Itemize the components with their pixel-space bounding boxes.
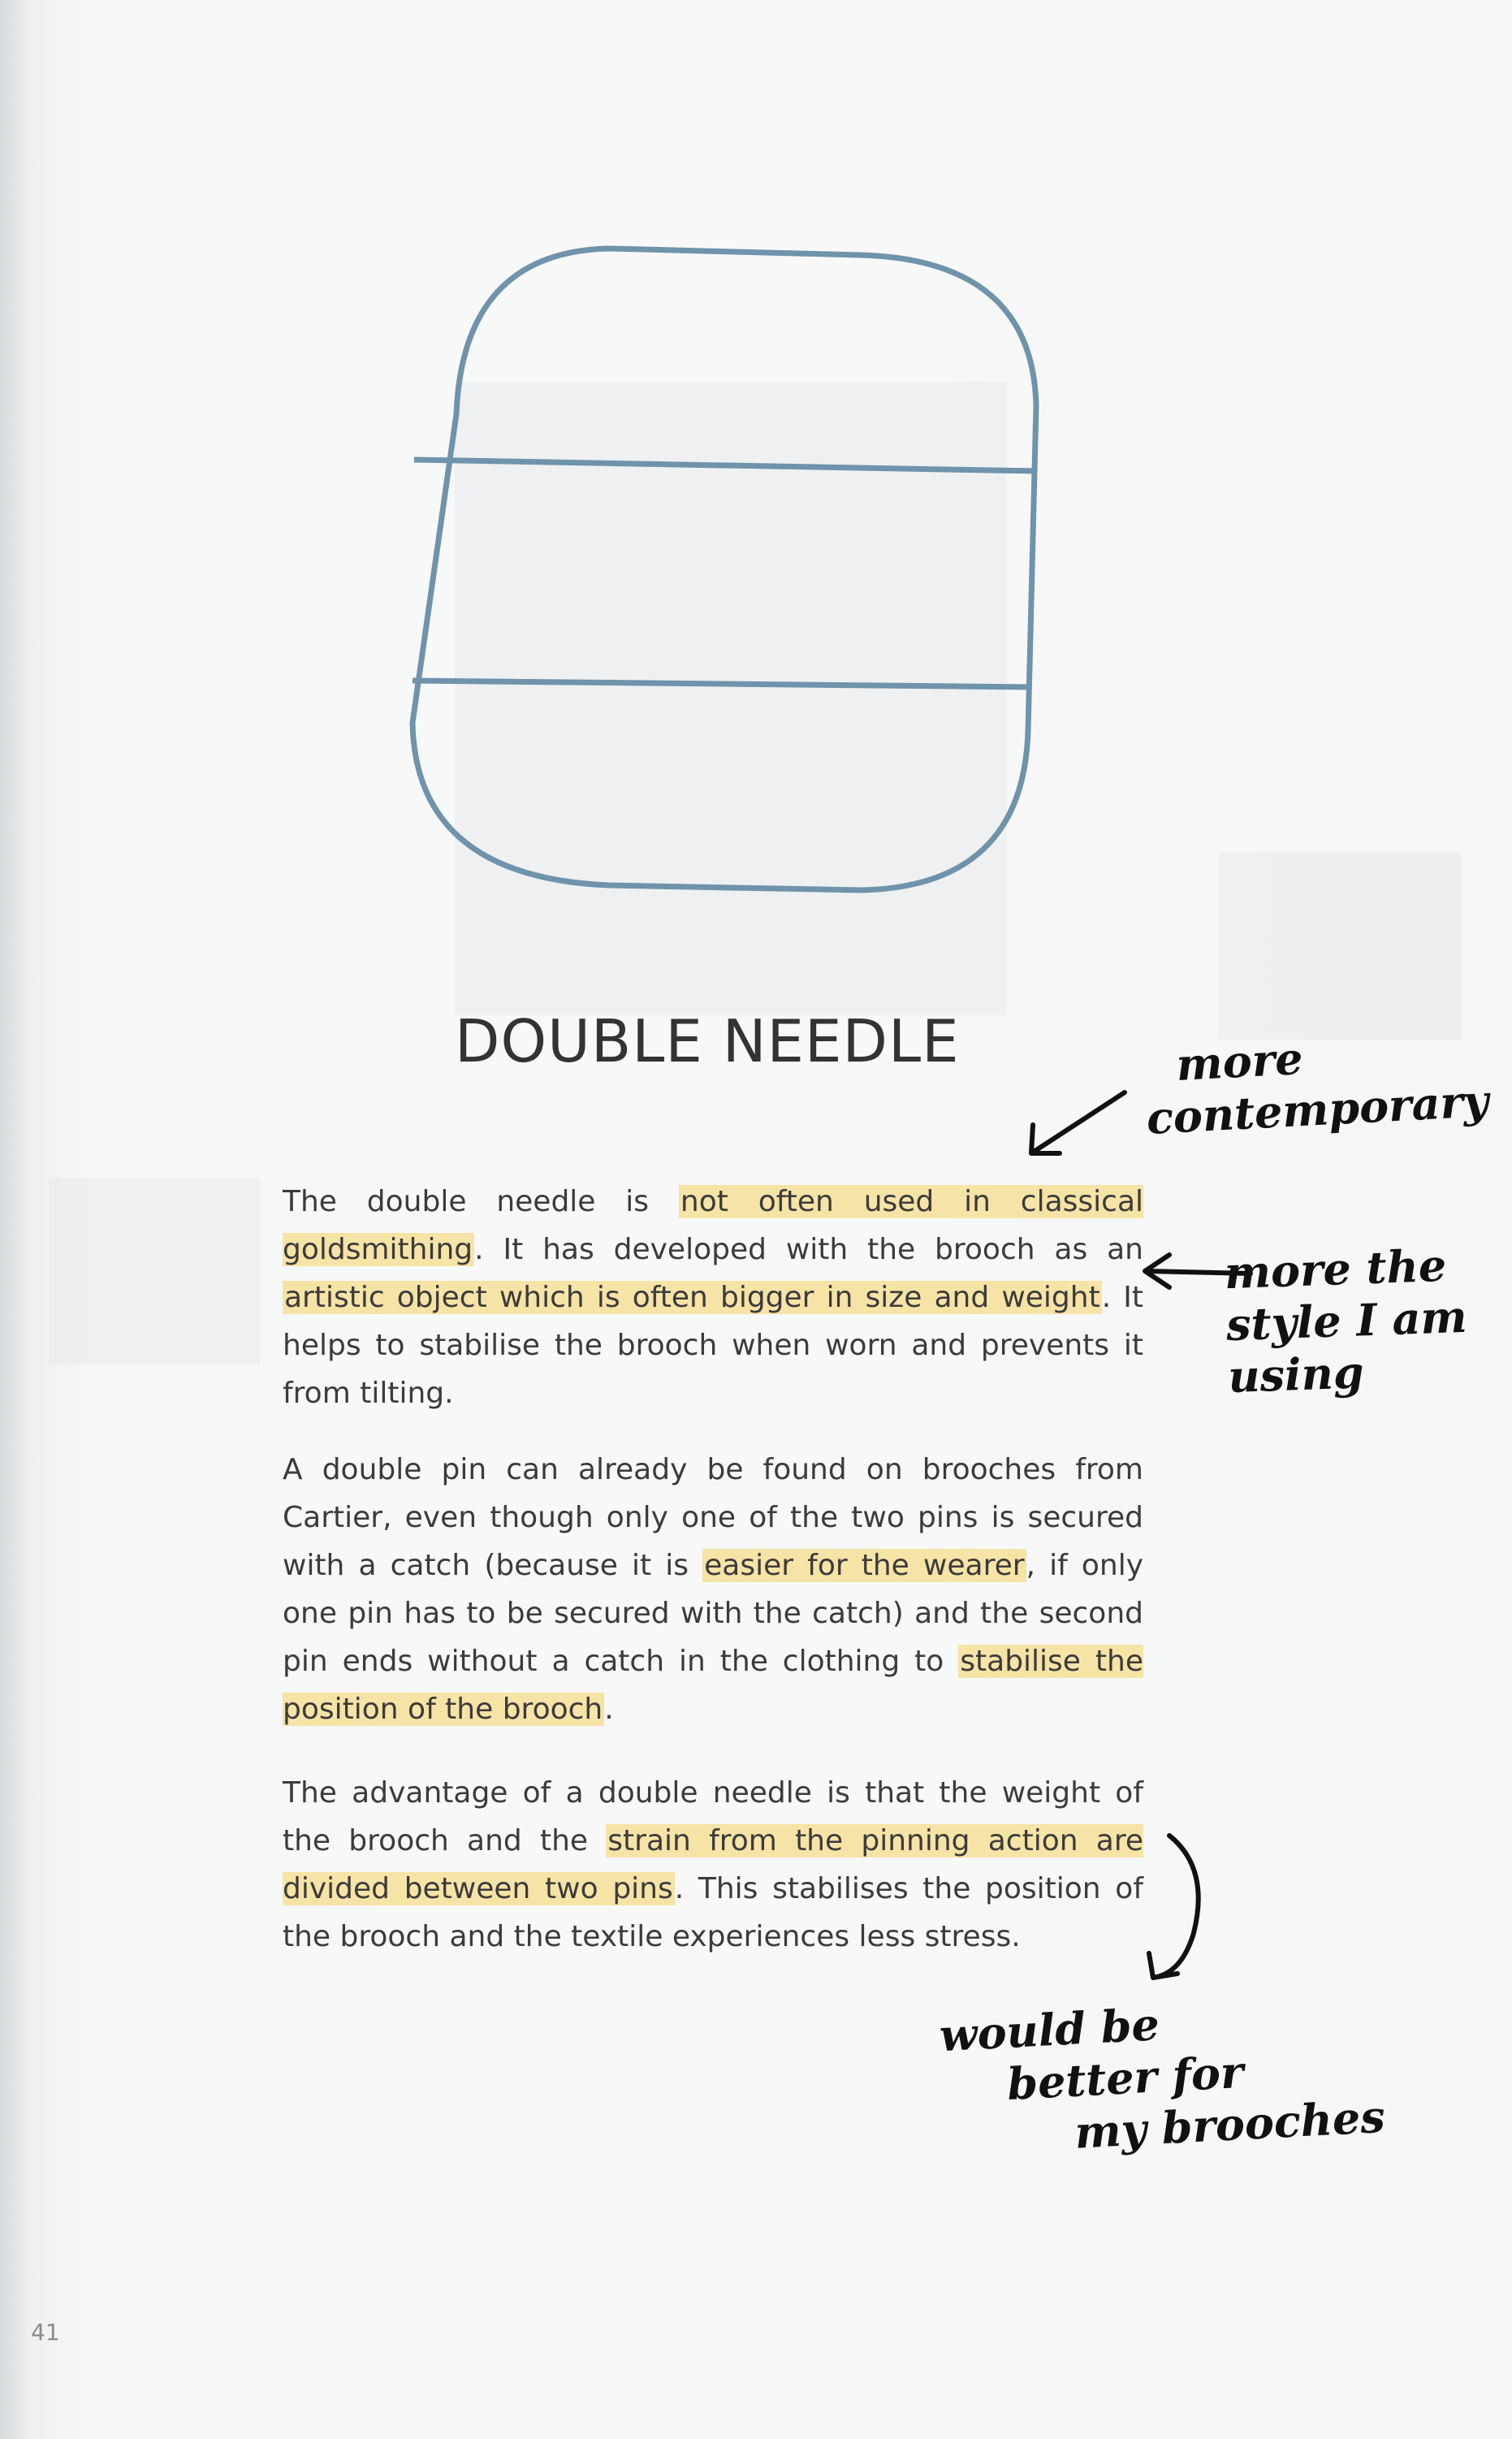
note-line: contemporary xyxy=(1145,1074,1490,1144)
note-line: would be xyxy=(938,1998,1161,2062)
note-line: using xyxy=(1227,1346,1365,1403)
text-span: . It helps to stabilise the brooch when worn and prevents it from tilting. xyxy=(283,1281,1144,1410)
highlighted-text: artistic object which is often bigger in size and weight xyxy=(284,1281,1100,1314)
text-span: A double pin can already be found on brooches from Cartier, even though only one of the two pins is secured with a catch (because it is xyxy=(283,1453,1143,1582)
highlighted-text: easier for the wearer xyxy=(704,1549,1025,1582)
highlighted-text: strain from the pinning action are divided between two pins xyxy=(283,1824,1143,1905)
highlighted-text: stabilise the position of the brooch xyxy=(283,1645,1143,1726)
text-span: , if only one pin has to be secured with the catch) and the second pin ends without a catch in the clothing to xyxy=(283,1549,1144,1678)
text-span: The double needle is xyxy=(283,1185,679,1218)
note-line: style I am xyxy=(1225,1290,1468,1351)
text-span: . xyxy=(604,1693,614,1726)
arrow-to-highlight-icon xyxy=(1145,1255,1251,1287)
text-span: . This stabilises the position of the brooch and the textile experiences less stress. xyxy=(283,1872,1143,1953)
highlighted-text: not often used in classical goldsmithing xyxy=(283,1185,1143,1266)
bracket-arrow-icon xyxy=(1149,1836,1199,1978)
note-line: my brooches xyxy=(1073,2090,1387,2159)
note-line: better for xyxy=(1005,2045,1245,2110)
page-number: 41 xyxy=(31,2319,60,2346)
text-span: . It has developed with the brooch as an xyxy=(474,1233,1143,1266)
text-span: The advantage of a double needle is that the weight of the brooch and the xyxy=(283,1776,1143,1857)
note-line: more the xyxy=(1223,1239,1448,1300)
arrow-to-paragraph-1-icon xyxy=(1031,1092,1125,1153)
section-heading: DOUBLE NEEDLE xyxy=(455,1007,960,1075)
note-line: more xyxy=(1174,1031,1304,1091)
